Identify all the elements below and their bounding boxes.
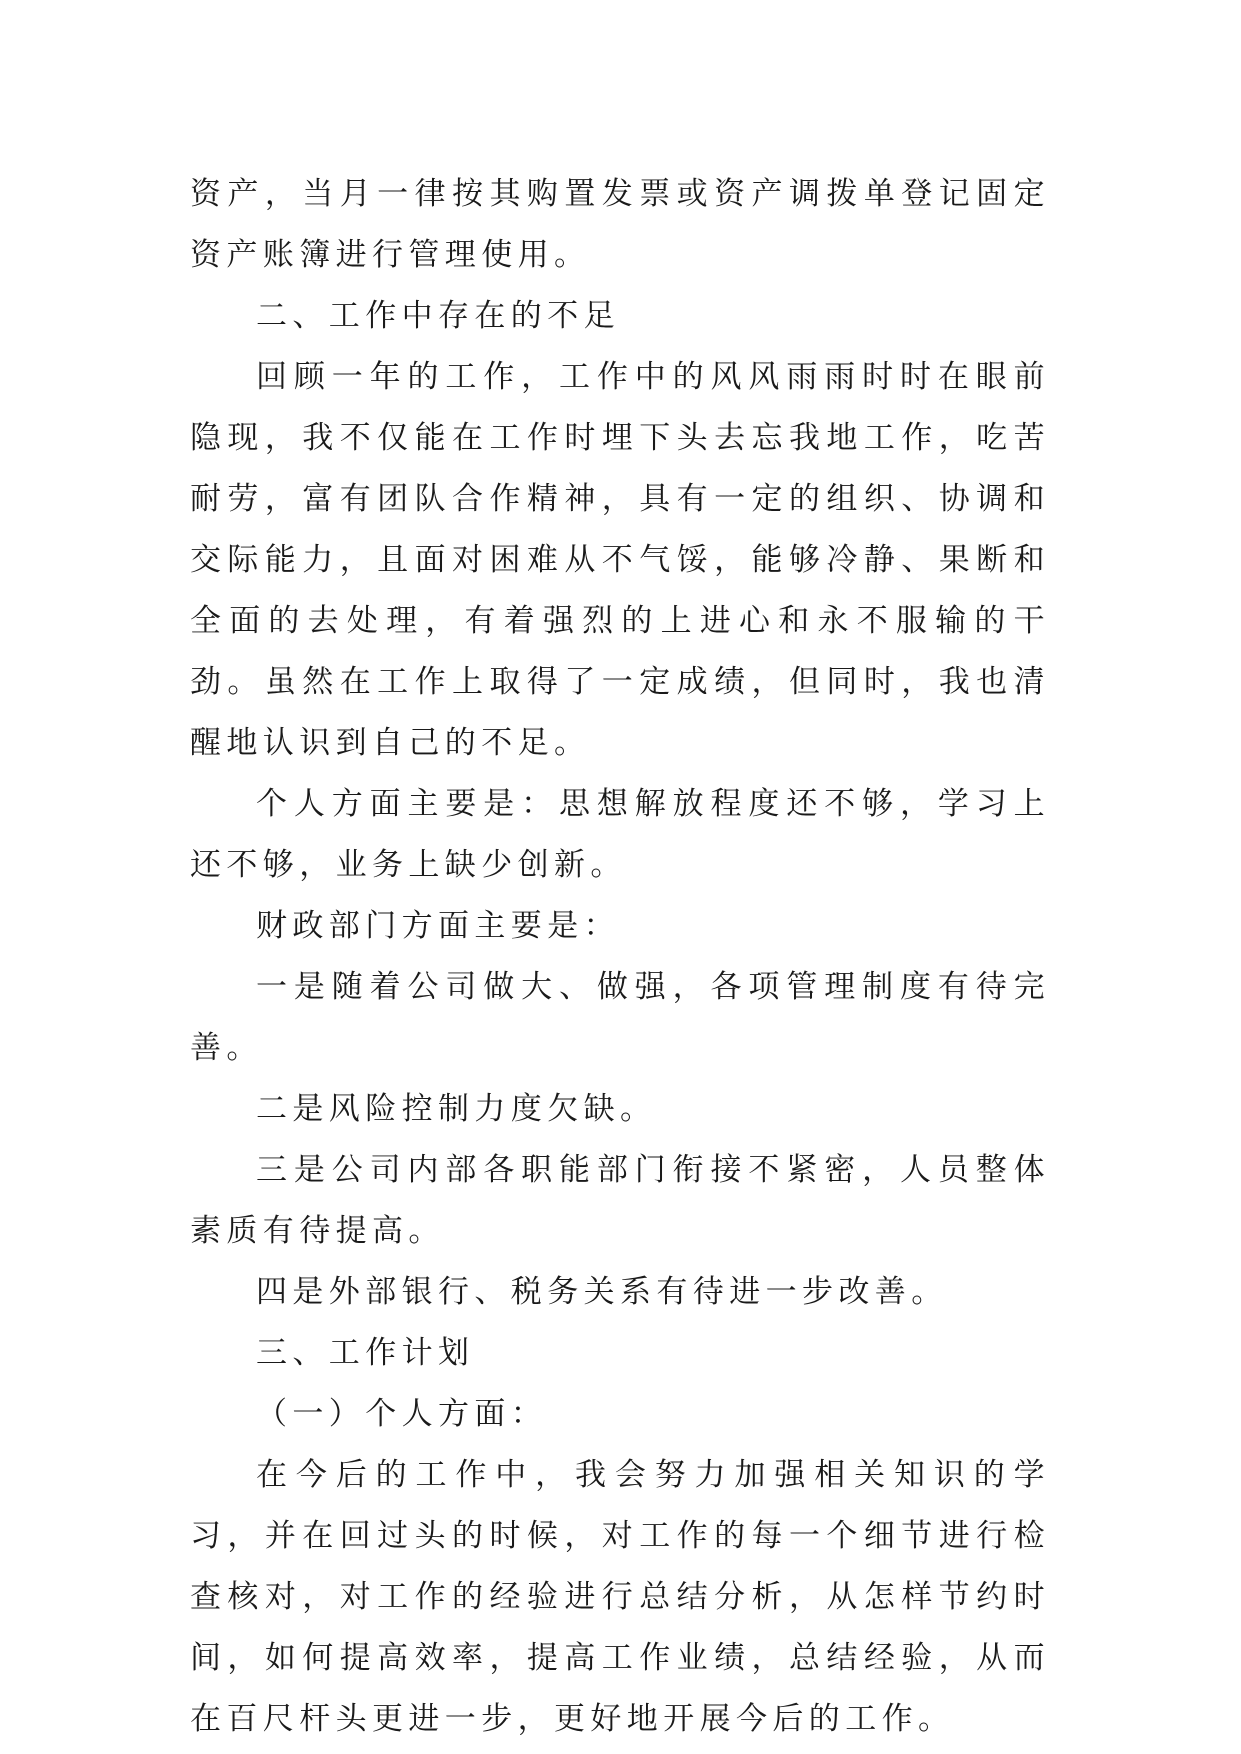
paragraph-year-review: 回顾一年的工作，工作中的风风雨雨时时在眼前隐现，我不仅能在工作时埋下头去忘我地工作，吃苦耐劳，富有团队合作精神，具有一定的组织、协调和交际能力，且面对困难从不气馁，能够冷静、果断和全面的去处理，有着强烈的上进心和永不服输的干劲。虽然在工作上取得了一定成绩，但同时，我也清醒地认识到自己的不足。 [190, 359, 1050, 761]
section-heading-shortcomings: 二、工作中存在的不足 [256, 298, 620, 334]
list-item-department-coordination: 三是公司内部各职能部门衔接不紧密，人员整体素质有待提高。 [190, 1152, 1050, 1249]
list-item-management-system: 一是随着公司做大、做强，各项管理制度有待完善。 [190, 969, 1050, 1066]
list-item-risk-control: 二是风险控制力度欠缺。 [256, 1091, 657, 1127]
paragraph-finance-department-intro: 财政部门方面主要是： [256, 908, 620, 944]
paragraph-future-plan: 在今后的工作中，我会努力加强相关知识的学习，并在回过头的时候，对工作的每一个细节进行检查核对，对工作的经验进行总结分析，从怎样节约时间，如何提高效率，提高工作业绩，总结经验，从而在百尺杆头更进一步，更好地开展今后的工作。 [190, 1457, 1050, 1737]
list-item-external-relations: 四是外部银行、税务关系有待进一步改善。 [256, 1274, 948, 1310]
subsection-heading-personal: （一）个人方面： [256, 1396, 548, 1432]
document-body [190, 164, 1050, 1750]
section-heading-work-plan: 三、工作计划 [256, 1335, 475, 1371]
paragraph-asset-registration: 资产，当月一律按其购置发票或资产调拨单登记固定资产账簿进行管理使用。 [190, 176, 1050, 273]
paragraph-personal-shortcomings: 个人方面主要是：思想解放程度还不够，学习上还不够，业务上缺少创新。 [190, 786, 1050, 883]
